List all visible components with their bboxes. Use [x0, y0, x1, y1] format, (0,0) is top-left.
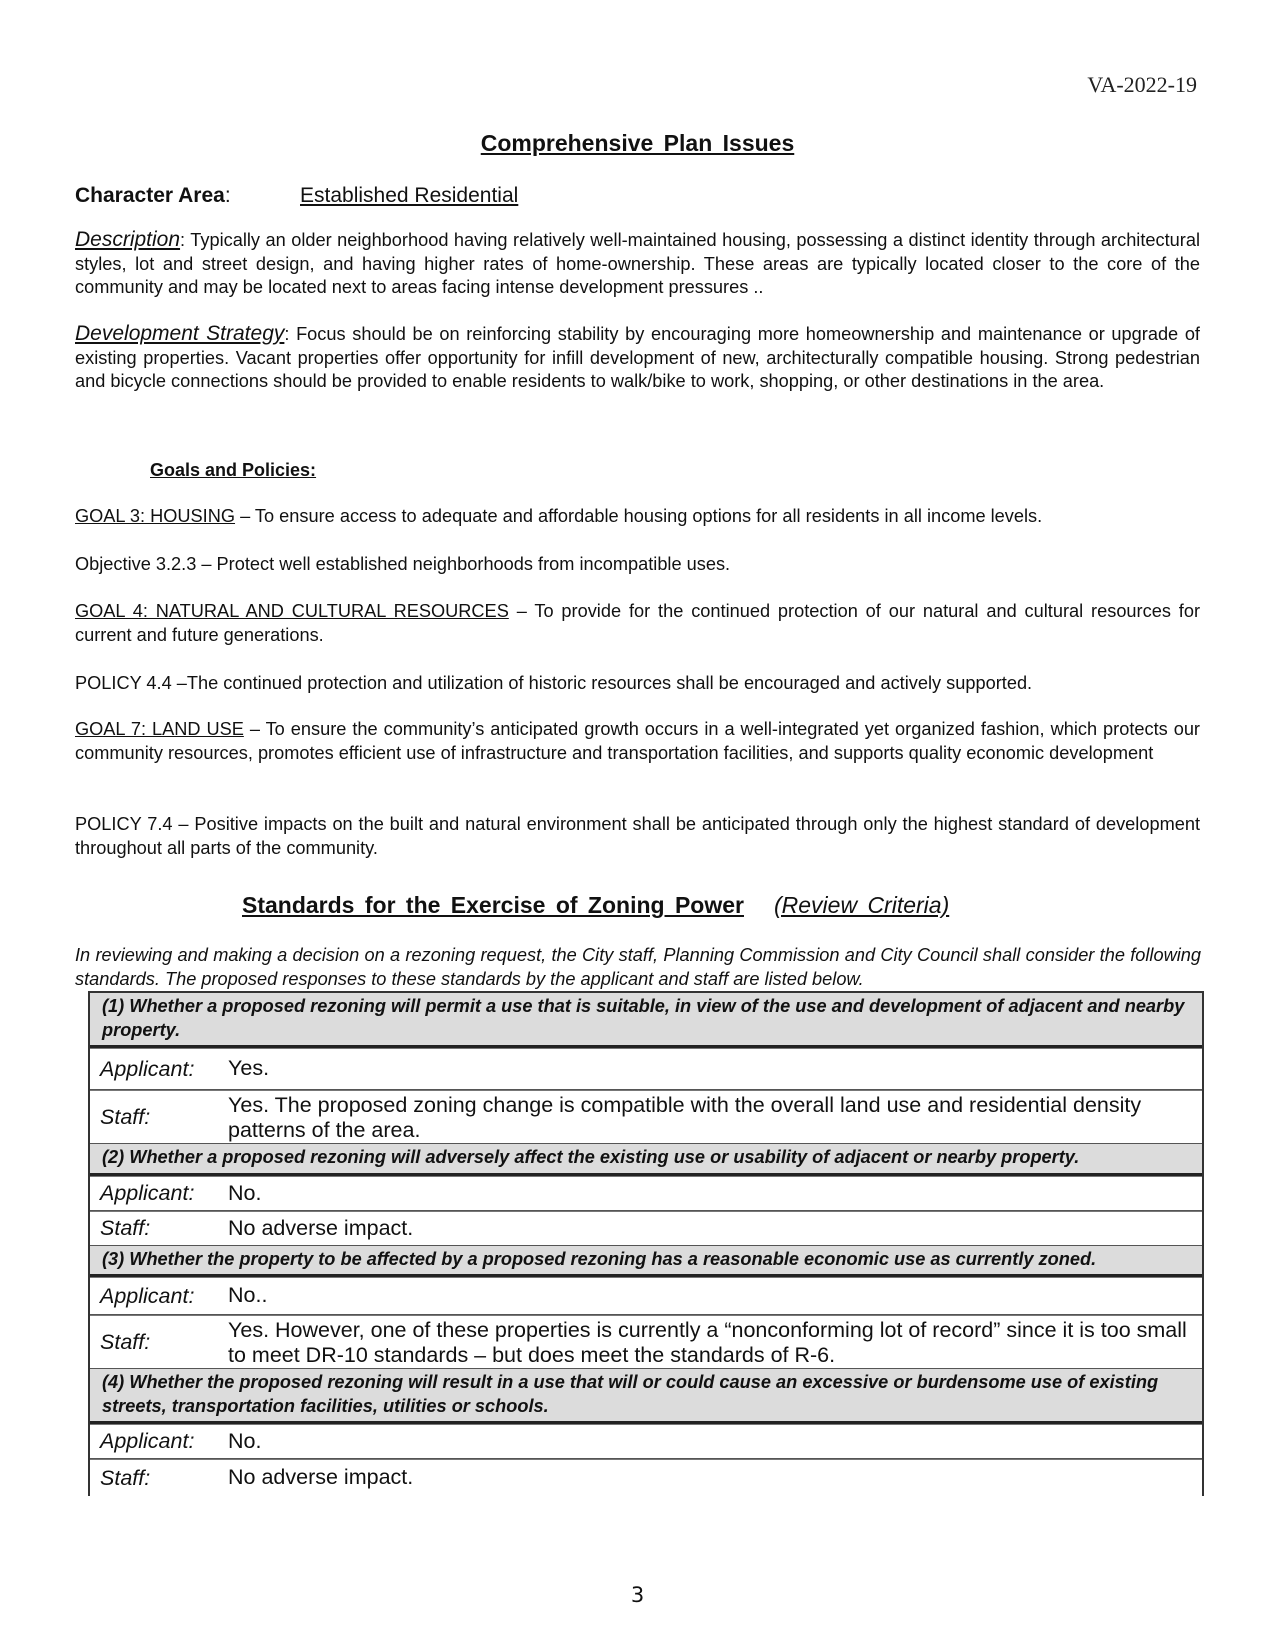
criterion-question: (4) Whether the proposed rezoning will result in a use that will or could cause an excessive or burdensome use of existing streets, transportation facilities, utilities or schools. [90, 1369, 1202, 1424]
staff-row [90, 1459, 1202, 1496]
applicant-row [90, 1424, 1202, 1459]
character-area [75, 184, 519, 208]
goal-3-label: GOAL 3: HOUSING [75, 506, 236, 526]
applicant-row [90, 1048, 1202, 1090]
staff-response: No adverse impact. [228, 1465, 414, 1489]
goal-3-text: – To ensure access to adequate and affordable housing options for all residents in all income levels. [235, 506, 1043, 526]
applicant-label: Applicant: [100, 1056, 195, 1081]
goal-3 [75, 505, 1200, 529]
objective-3-2-3: Objective 3.2.3 – Protect well established neighborhoods from incompatible uses. [75, 554, 731, 574]
goal-4-text: – To provide for the continued protection of our natural and cultural resources for current and future generations. [75, 601, 1201, 645]
applicant-row [90, 1277, 1202, 1315]
character-area-label: Character Area [75, 184, 225, 207]
description-text: : Typically an older neighborhood having relatively well-maintained housing, possessing a distinct identity through architectural styles, lot and street design, and having higher rates of home-ownership. These areas are typically located closer to the core of the community and may be located next to areas facing intense development pressures .. [75, 230, 1200, 297]
staff-response: Yes. However, one of these properties is currently a “nonconforming lot of record” since it is too small to meet DR-10 standards – but does meet the standards of R-6. [228, 1318, 1187, 1367]
development-strategy-label: Development Strategy [75, 322, 285, 345]
criterion-question: (2) Whether a proposed rezoning will adversely affect the existing use or usability of adjacent or nearby property. [90, 1144, 1202, 1176]
document-id: VA-2022-19 [1087, 72, 1197, 97]
applicant-response: No. [228, 1429, 262, 1453]
applicant-response: No.. [228, 1283, 268, 1307]
staff-row [90, 1090, 1202, 1144]
page-number: 3 [630, 1583, 645, 1607]
staff-response: Yes. The proposed zoning change is compatible with the overall land use and residential density patterns of the area. [228, 1093, 1142, 1142]
criteria-table [88, 991, 1204, 1496]
goal-7 [75, 718, 1200, 765]
applicant-label: Applicant: [100, 1429, 195, 1453]
applicant-label: Applicant: [100, 1180, 195, 1205]
description-paragraph [75, 228, 1200, 300]
goal-4 [75, 600, 1200, 647]
staff-label: Staff: [100, 1215, 151, 1240]
staff-label: Staff: [100, 1329, 151, 1354]
standards-title-main: Standards for the Exercise of Zoning Power [242, 892, 744, 918]
staff-label: Staff: [100, 1465, 151, 1490]
applicant-response: No. [228, 1180, 262, 1205]
policy-4-4: POLICY 4.4 –The continued protection and utilization of historic resources shall be encouraged and actively supported. [75, 673, 1033, 693]
standards-subtitle: (Review Criteria) [773, 892, 950, 918]
goal-4-label: GOAL 4: NATURAL AND CULTURAL RESOURCES [75, 601, 509, 621]
character-area-colon: : [224, 184, 231, 207]
standards-intro: In reviewing and making a decision on a rezoning request, the City staff, Planning Commission and City Council shall consider the following standards. The proposed responses to these standards by the applicant and staff are listed below. [75, 945, 1201, 989]
staff-row [90, 1315, 1202, 1369]
criterion-question: (1) Whether a proposed rezoning will permit a use that is suitable, in view of the use and development of adjacent and nearby property. [90, 993, 1202, 1048]
applicant-response: Yes. [228, 1056, 270, 1080]
development-strategy-paragraph [75, 322, 1200, 394]
description-label: Description [75, 228, 181, 251]
criterion-question: (3) Whether the property to be affected by a proposed rezoning has a reasonable economic use as currently zoned. [90, 1246, 1202, 1278]
character-area-value: Established Residential [300, 184, 519, 207]
policy-7-4: POLICY 7.4 – Positive impacts on the built and natural environment shall be anticipated through only the highest standard of development throughout all parts of the community. [75, 814, 1200, 858]
page-title: Comprehensive Plan Issues [480, 130, 795, 156]
staff-label: Staff: [100, 1104, 151, 1129]
applicant-label: Applicant: [100, 1283, 195, 1308]
applicant-row [90, 1176, 1202, 1211]
standards-title [242, 892, 949, 919]
staff-row [90, 1211, 1202, 1246]
development-strategy-text: : Focus should be on reinforcing stability by encouraging more homeownership and maintenance or upgrade of existing properties. Vacant properties offer opportunity for infill development of new, architecturally compatible housing. Strong pedestrian and bicycle connections should be provided to enable residents to walk/bike to work, shopping, or other destinations in the area. [75, 324, 1200, 391]
goal-7-text: – To ensure the community’s anticipated growth occurs in a well-integrated yet organized fashion, which protects our community resources, promotes efficient use of infrastructure and transportation facilities, and supports quality economic development [75, 719, 1200, 763]
staff-response: No adverse impact. [228, 1215, 414, 1240]
goals-heading: Goals and Policies: [150, 460, 317, 480]
goal-7-label: GOAL 7: LAND USE [75, 719, 244, 739]
